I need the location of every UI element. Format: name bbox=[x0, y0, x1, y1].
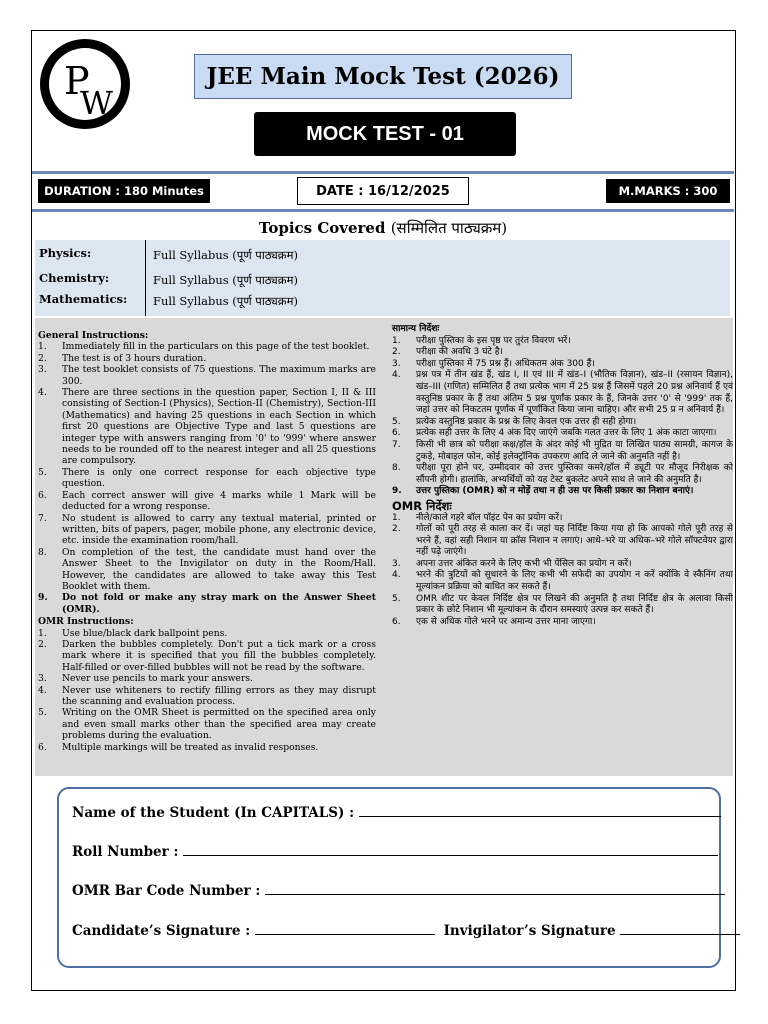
instruction-number: 2. bbox=[38, 352, 47, 364]
instruction-item bbox=[392, 617, 733, 629]
instructions-hindi bbox=[392, 318, 733, 628]
instruction-item bbox=[392, 594, 733, 617]
topic-subject: Physics: bbox=[39, 246, 92, 260]
instruction-number: 3. bbox=[392, 358, 401, 369]
instruction-text: परीक्षा की अवधि 3 घंटे है। bbox=[416, 347, 503, 358]
instruction-item bbox=[38, 513, 376, 547]
instruction-text: भरने की त्रुटियों को सुधारने के लिए कभी भी सफेदी का उपयोग न करें क्योंकि वे स्कैनिंग तथा मूल्यांकन प्रक्रिया को बाधित कर सकते हैं। bbox=[416, 570, 733, 593]
instruction-item bbox=[38, 707, 376, 741]
omr-barcode-field[interactable] bbox=[72, 883, 725, 899]
topic-subject: Mathematics: bbox=[39, 292, 128, 306]
instruction-text: There are three sections in the question paper, Section I, II & III consisting of Section-I (Physics), Section-II (Chemistry), Section-III (Mathematics) and having 25 questions in each Section in which first 20 questions are Objective Type and last 5 questions are integer type with answers ranging from '0' to '999' where answer needs to be rounded off to the nearest integer and all 25 questions are compulsory. bbox=[62, 387, 376, 467]
topics-heading bbox=[32, 218, 734, 238]
instruction-item bbox=[38, 341, 376, 352]
instruction-text: Never use pencils to mark your answers. bbox=[62, 673, 253, 685]
instruction-text: प्रत्येक वस्तुनिष्ठ प्रकार के प्रश्न के लिए केवल एक उत्तर ही सही होगा। bbox=[416, 416, 637, 427]
instruction-item bbox=[392, 486, 733, 498]
test-booklet-page bbox=[31, 30, 736, 991]
general-instructions-list bbox=[38, 341, 376, 615]
instruction-item bbox=[392, 440, 733, 463]
instruction-text: No student is allowed to carry any textual material, printed or written, bits of papers, pager, mobile phone, any electronic device, etc. inside the examination room/hall. bbox=[62, 512, 376, 547]
instruction-item bbox=[38, 685, 376, 708]
instruction-text: The test booklet consists of 75 questions. The maximum marks are 300. bbox=[62, 364, 376, 387]
student-name-field[interactable] bbox=[72, 805, 721, 821]
max-marks-badge: M.MARKS : 300 bbox=[606, 179, 730, 203]
instruction-text: Each correct answer will give 4 marks while 1 Mark will be deducted for a wrong response. bbox=[62, 489, 376, 513]
instruction-text: Immediately fill in the particulars on this page of the test booklet. bbox=[62, 341, 370, 353]
instruction-item bbox=[392, 359, 733, 371]
instruction-text: गोलों को पूरी तरह से काला कर दें। जहां यह निर्दिष्ट किया गया हो कि आपको गोले पूरी तरह से भरने हैं, वहां सही निशान या क्रॉस निशान न लगाएं। आधे–भरे या अधिक–भरे गोले सॉफ्टवेयर द्वारा नहीं पढ़े जाएंगे। bbox=[416, 524, 733, 558]
instruction-item bbox=[38, 490, 376, 513]
instruction-item bbox=[38, 547, 376, 593]
instruction-text: Writing on the OMR Sheet is permitted on the specified area only and even small marks other than the specified area may create problems during the evaluation. bbox=[62, 707, 376, 742]
instruction-item bbox=[392, 347, 733, 359]
invigilator-signature-label: Invigilator’s Signature bbox=[443, 923, 616, 939]
instruction-number: 5. bbox=[38, 466, 47, 478]
instruction-number: 4. bbox=[392, 370, 401, 381]
instruction-number: 5. bbox=[392, 593, 401, 604]
pw-logo-icon bbox=[40, 39, 130, 129]
omr-barcode-line[interactable] bbox=[265, 893, 725, 895]
instruction-item bbox=[38, 387, 376, 467]
divider bbox=[32, 209, 734, 212]
instruction-text: किसी भी छात्र को परीक्षा कक्ष/हॉल के अंदर कोई भी मुद्रित या लिखित पाठ्य सामग्री, कागज के टुकड़े, मोबाइल फोन, कोई इलेक्ट्रॉनिक उपकरण आदि ले जाने की अनुमति नहीं है। bbox=[416, 439, 733, 462]
instruction-text: नीले/काले गहरे बॉल पॉइंट पेन का प्रयोग करें। bbox=[416, 512, 563, 523]
general-instructions-heading: General Instructions: bbox=[38, 330, 149, 341]
topic-value: Full Syllabus (पूर्ण पाठ्यक्रम) bbox=[153, 273, 298, 287]
omr-instructions-list bbox=[38, 628, 376, 753]
instruction-text: Do not fold or make any stray mark on the Answer Sheet (OMR). bbox=[62, 592, 376, 615]
instruction-item bbox=[392, 513, 733, 525]
instruction-item bbox=[38, 353, 376, 364]
instructions-english bbox=[38, 318, 376, 753]
roll-number-line[interactable] bbox=[183, 854, 718, 856]
candidate-signature-label: Candidate’s Signature : bbox=[72, 923, 251, 939]
topic-value: Full Syllabus (पूर्ण पाठ्यक्रम) bbox=[153, 248, 298, 262]
topics-heading-hi: (सम्मिलित पाठ्यक्रम) bbox=[390, 219, 508, 237]
instruction-number: 7. bbox=[38, 512, 47, 524]
instruction-number: 1. bbox=[392, 335, 401, 346]
instruction-text: एक से अधिक गोले भरने पर अमान्य उत्तर माना जाएगा। bbox=[416, 616, 596, 627]
instruction-number: 3. bbox=[392, 558, 401, 569]
student-name-line[interactable] bbox=[359, 815, 721, 817]
general-instructions-hi-heading: सामान्य निर्देशः bbox=[392, 324, 440, 334]
instruction-text: OMR शीट पर केवल निर्दिष्ट क्षेत्र पर लिखने की अनुमति है तथा निर्दिष्ट क्षेत्र के अलावा किसी प्रकार के छोटे निशान भी मूल्यांकन के दौरान समस्याएं उत्पन्न कर सकते हैं। bbox=[416, 593, 733, 616]
roll-number-field[interactable] bbox=[72, 844, 718, 860]
instruction-item bbox=[38, 742, 376, 753]
roll-number-label: Roll Number : bbox=[72, 844, 179, 860]
instruction-text: उत्तर पुस्तिका (OMR) को न मोड़ें तथा न ही उस पर किसी प्रकार का निशान बनाएं। bbox=[416, 486, 694, 497]
instruction-number: 1. bbox=[392, 512, 401, 523]
student-details-form bbox=[57, 787, 721, 968]
instruction-text: There is only one correct response for each objective type question. bbox=[62, 466, 376, 490]
instruction-number: 6. bbox=[38, 741, 47, 753]
omr-instructions-hi-list bbox=[392, 513, 733, 629]
topic-subject: Chemistry: bbox=[39, 271, 110, 285]
date-box: DATE : 16/12/2025 bbox=[297, 177, 469, 205]
instruction-number: 6. bbox=[38, 489, 47, 501]
instruction-number: 1. bbox=[38, 627, 47, 639]
instruction-text: प्रश्न पत्र में तीन खंड हैं, खंड I, II एवं III में खंड–I (भौतिक विज्ञान), खंड–II (रसायन विज्ञान), खंड–III (गणित) सम्मिलित हैं तथा प्रत्येक भाग में 25 प्रश्न हैं जिसमें पहले 20 प्रश्न अनिवार्य हैं एवं वस्तुनिष्ठ प्रकार के हैं तथा अंतिम 5 प्रश्न पूर्णांक प्रकार के हैं, जिनके उत्तर '0' से '999' तक हैं, जहां उत्तर को निकटतम पूर्णांक में पूर्णांकित किया जाना चाहिए। और सभी 25 प्र न अनिवार्य हैं। bbox=[416, 370, 733, 416]
instruction-number: 9. bbox=[38, 592, 48, 604]
instruction-item bbox=[38, 673, 376, 684]
topics-heading-en: Topics Covered bbox=[258, 219, 386, 237]
instruction-number: 4. bbox=[38, 684, 47, 696]
student-name-label: Name of the Student (In CAPITALS) : bbox=[72, 805, 355, 821]
signatures-row bbox=[72, 923, 740, 939]
instructions-panel bbox=[35, 318, 733, 776]
instruction-number: 3. bbox=[38, 364, 47, 376]
omr-instructions-hi-heading: OMR निर्देशः bbox=[392, 498, 452, 513]
candidate-signature-line[interactable] bbox=[255, 933, 435, 935]
instruction-text: The test is of 3 hours duration. bbox=[62, 352, 207, 364]
pw-logo bbox=[40, 39, 130, 129]
instruction-number: 8. bbox=[38, 546, 47, 558]
instruction-number: 1. bbox=[38, 341, 47, 353]
instruction-text: Multiple markings will be treated as invalid responses. bbox=[62, 741, 319, 753]
omr-barcode-label: OMR Bar Code Number : bbox=[72, 883, 261, 899]
instruction-item bbox=[392, 370, 733, 416]
instruction-item bbox=[392, 570, 733, 593]
instruction-text: Darken the bubbles completely. Don't put a tick mark or a cross mark where it is specified that you fill the bubbles completely. Half-filled or over-filled bubbles will not be read by the software. bbox=[62, 638, 376, 673]
instruction-item bbox=[392, 524, 733, 559]
instruction-item bbox=[392, 417, 733, 429]
instruction-item bbox=[392, 559, 733, 571]
instruction-number: 4. bbox=[392, 570, 401, 581]
instruction-number: 6. bbox=[392, 616, 401, 627]
instruction-number: 2. bbox=[392, 524, 401, 535]
topics-table bbox=[35, 240, 730, 316]
instruction-number: 5. bbox=[392, 416, 401, 427]
instruction-number: 6. bbox=[392, 428, 401, 439]
instruction-text: अपना उत्तर अंकित करने के लिए कभी भी पेंसिल का प्रयोग न करें। bbox=[416, 558, 632, 569]
mock-test-label: MOCK TEST - 01 bbox=[254, 112, 516, 156]
instruction-text: परीक्षा पुस्तिका में 75 प्रश्न हैं। अधिकतम अंक 300 हैं। bbox=[416, 358, 595, 369]
divider bbox=[32, 171, 734, 174]
instruction-number: 7. bbox=[392, 439, 401, 450]
instruction-item bbox=[38, 467, 376, 490]
instruction-text: On completion of the test, the candidate must hand over the Answer Sheet to the Invigilator on duty in the Room/Hall. However, the candidates are allowed to take away this Test Booklet with them. bbox=[62, 546, 376, 592]
instruction-number: 2. bbox=[392, 347, 401, 358]
general-instructions-hi-list bbox=[392, 336, 733, 498]
omr-instructions-heading: OMR Instructions: bbox=[38, 616, 134, 628]
instruction-number: 8. bbox=[392, 463, 401, 474]
exam-title: JEE Main Mock Test (2026) bbox=[194, 54, 572, 99]
instruction-item bbox=[38, 364, 376, 387]
instruction-item bbox=[38, 639, 376, 673]
instruction-text: Use blue/black dark ballpoint pens. bbox=[62, 627, 228, 639]
topic-value: Full Syllabus (पूर्ण पाठ्यक्रम) bbox=[153, 294, 298, 308]
instruction-number: 5. bbox=[38, 707, 47, 719]
instruction-text: परीक्षा पूरा होने पर, उम्मीदवार को उत्तर पुस्तिका कमरे/हॉल में ड्यूटी पर मौजूद निरीक्षक को सौंपनी होगी। हालांकि, अभ्यर्थियों को यह टेस्ट बुकलेट अपने साथ ले जाने की अनुमति है। bbox=[416, 463, 733, 485]
instruction-text: प्रत्येक सही उत्तर के लिए 4 अंक दिए जाएंगे जबकि गलत उत्तर के लिए 1 अंक काटा जाएगा। bbox=[416, 428, 717, 439]
instruction-item bbox=[392, 463, 733, 486]
instruction-item bbox=[392, 336, 733, 348]
instruction-item bbox=[38, 592, 376, 615]
svg-text:P: P bbox=[64, 59, 90, 103]
instruction-number: 4. bbox=[38, 387, 47, 399]
instruction-number: 9. bbox=[392, 486, 402, 497]
instruction-item bbox=[38, 628, 376, 639]
instruction-number: 3. bbox=[38, 673, 47, 685]
instruction-text: परीक्षा पुस्तिका के इस पृष्ठ पर तुरंत विवरण भरें। bbox=[416, 335, 571, 346]
invigilator-signature-line[interactable] bbox=[620, 933, 740, 935]
duration-badge: DURATION : 180 Minutes bbox=[38, 179, 210, 203]
instruction-text: Never use whiteners to rectify filling errors as they may disrupt the scanning and evaluation process. bbox=[62, 684, 376, 707]
instruction-number: 2. bbox=[38, 638, 47, 650]
instruction-item bbox=[392, 428, 733, 440]
svg-text:W: W bbox=[80, 84, 113, 122]
